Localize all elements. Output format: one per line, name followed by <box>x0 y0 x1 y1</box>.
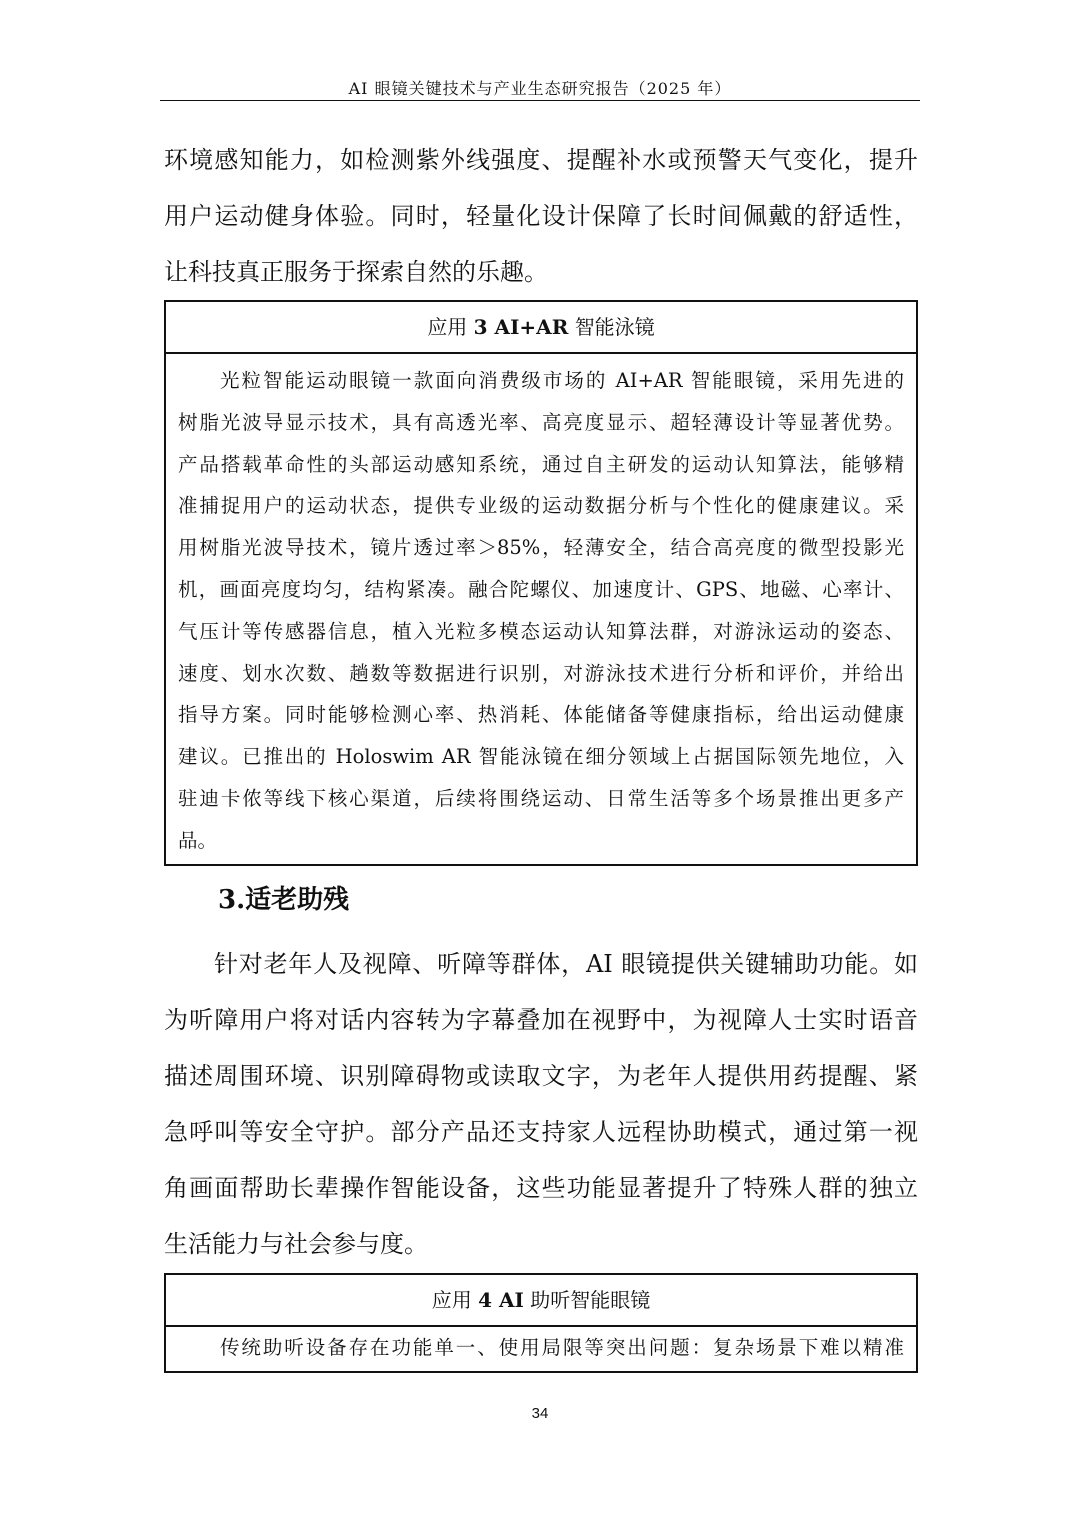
case-body <box>166 354 916 862</box>
paragraph-line: 环境感知能力，如检测紫外线强度、提醒补水或预警天气变化，提升 <box>164 146 918 174</box>
header-rule <box>160 100 920 101</box>
case-line: 光粒智能运动眼镜一款面向消费级市场的 AI+AR 智能眼镜，采用先进的 <box>220 369 904 392</box>
case-title <box>166 302 916 354</box>
case-line: 气压计等传感器信息，植入光粒多模态运动认知算法群，对游泳运动的姿态、 <box>178 619 904 643</box>
case-box-4 <box>164 1273 918 1373</box>
case-line: 驻迪卡侬等线下核心渠道，后续将围绕运动、日常生活等多个场景推出更多产 <box>178 786 904 810</box>
case-line: 品。 <box>178 828 218 852</box>
case-title-number: 3 AI+AR <box>473 315 569 339</box>
paragraph-line: 针对老年人及视障、听障等群体，AI 眼镜提供关键辅助功能。如 <box>214 950 918 978</box>
case-line: 产品搭载革命性的头部运动感知系统，通过自主研发的运动认知算法，能够精 <box>178 452 904 476</box>
case-line: 指导方案。同时能够检测心率、热消耗、体能储备等健康指标，给出运动健康 <box>178 703 904 727</box>
case-box-3 <box>164 300 918 866</box>
page-number: 34 <box>531 1405 549 1422</box>
paragraph-line: 让科技真正服务于探索自然的乐趣。 <box>164 258 548 286</box>
case-title-suffix: 助听智能眼镜 <box>530 1288 651 1312</box>
case-title-suffix: 智能泳镜 <box>574 315 655 339</box>
case-title-prefix: 应用 <box>427 315 468 339</box>
intro-paragraph <box>164 132 918 300</box>
section-heading: 3.适老助残 <box>218 885 350 915</box>
section-paragraph <box>164 936 918 1272</box>
case-line: 建议。已推出的 Holoswim AR 智能泳镜在细分领域上占据国际领先地位，入 <box>178 745 904 769</box>
case-line: 速度、划水次数、趟数等数据进行识别，对游泳技术进行分析和评价，并给出 <box>178 661 904 685</box>
paragraph-line: 为听障用户将对话内容转为字幕叠加在视野中，为视障人士实时语音 <box>164 1006 918 1034</box>
paragraph-line: 急呼叫等安全守护。部分产品还支持家人远程协助模式，通过第一视 <box>164 1118 918 1146</box>
running-header: AI 眼镜关键技术与产业生态研究报告（2025 年） <box>348 79 732 98</box>
case-title-prefix: 应用 <box>431 1288 472 1312</box>
case-line: 用树脂光波导技术，镜片透过率＞85%，轻薄安全，结合高亮度的微型投影光 <box>178 536 904 560</box>
case-body <box>166 1327 916 1369</box>
paragraph-line: 生活能力与社会参与度。 <box>164 1230 428 1258</box>
case-line: 树脂光波导显示技术，具有高透光率、高亮度显示、超轻薄设计等显著优势。 <box>178 410 904 434</box>
case-line: 准捕捉用户的运动状态，提供专业级的运动数据分析与个性化的健康建议。采 <box>178 494 904 518</box>
case-title <box>166 1275 916 1327</box>
paragraph-line: 描述周围环境、识别障碍物或读取文字，为老年人提供用药提醒、紧 <box>164 1062 918 1090</box>
paragraph-line: 用户运动健身体验。同时，轻量化设计保障了长时间佩戴的舒适性， <box>164 202 918 230</box>
case-line: 机，画面亮度均匀，结构紧凑。融合陀螺仪、加速度计、GPS、地磁、心率计、 <box>178 577 904 601</box>
case-title-number: 4 AI <box>478 1288 524 1312</box>
case-line: 传统助听设备存在功能单一、使用局限等突出问题：复杂场景下难以精准 <box>220 1336 904 1359</box>
paragraph-line: 角画面帮助长辈操作智能设备，这些功能显著提升了特殊人群的独立 <box>164 1174 918 1202</box>
